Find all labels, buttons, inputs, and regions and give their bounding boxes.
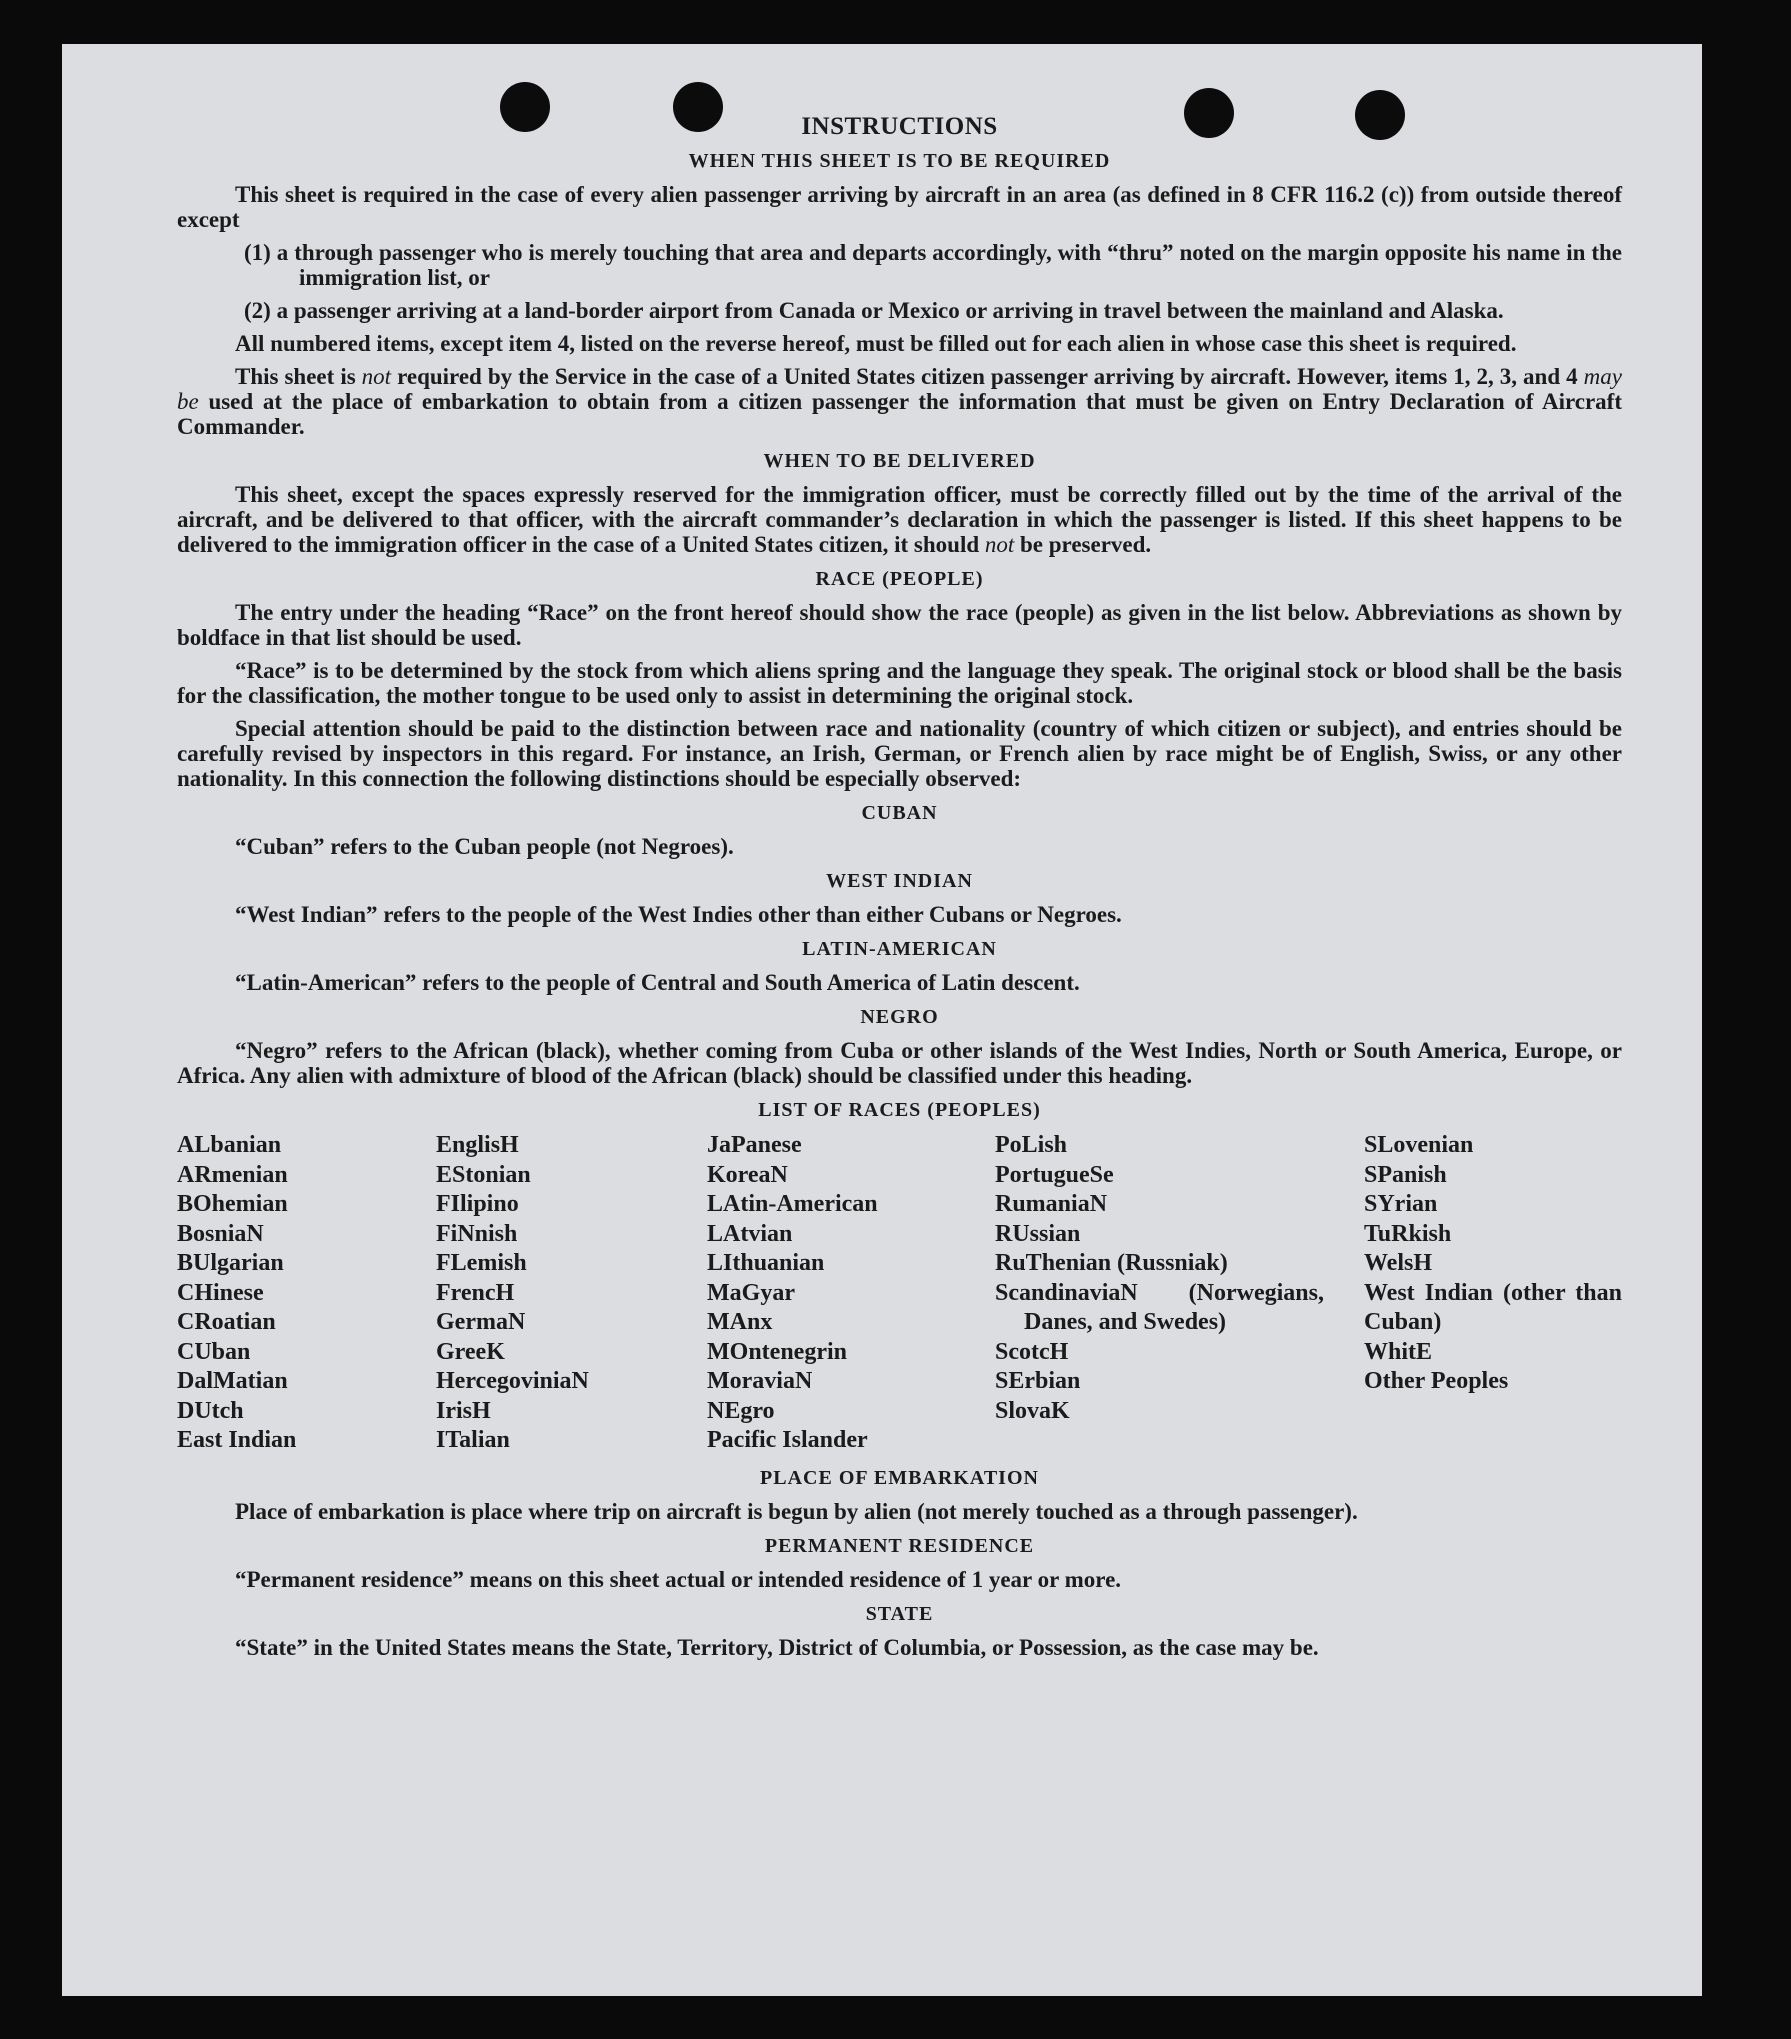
paragraph-state: “State” in the United States means the State, Territory, District of Columbia, or Possession, as the case may be. bbox=[235, 1634, 1319, 1660]
paragraph-all-items: All numbered items, except item 4, listed on the reverse hereof, must be filled out for each alien in whose case this sheet is required. bbox=[235, 331, 1517, 356]
races-column-2 bbox=[436, 1131, 707, 1456]
race-item: DalMatian bbox=[177, 1368, 288, 1394]
instructions-content bbox=[177, 114, 1622, 1668]
paragraph-embarkation: Place of embarkation is place where trip on aircraft is begun by alien (not merely touched as a through passenger). bbox=[235, 1498, 1358, 1524]
race-item: EStonian bbox=[436, 1161, 531, 1188]
race-item: GermaN bbox=[436, 1309, 526, 1335]
race-item: CUban bbox=[177, 1338, 251, 1365]
races-column-1 bbox=[177, 1131, 436, 1456]
race-item: MOntenegrin bbox=[707, 1338, 847, 1365]
race-item: FrencH bbox=[436, 1279, 515, 1306]
race-item: Other Peoples bbox=[1364, 1368, 1509, 1394]
race-item: WelsH bbox=[1364, 1250, 1433, 1276]
heading-latin-american: LATIN-AMERICAN bbox=[802, 938, 997, 960]
document-sheet bbox=[62, 44, 1702, 1996]
paragraph-required-intro: This sheet is required in the case of every alien passenger arriving by aircraft in an area (as defined in 8 CFR 116.2 (c)) from outside thereof except bbox=[177, 182, 1622, 232]
race-item: WhitE bbox=[1364, 1338, 1433, 1365]
race-item: MaGyar bbox=[707, 1279, 795, 1306]
race-item: ALbanian bbox=[177, 1132, 282, 1158]
heading-list-of-races: LIST OF RACES (PEOPLES) bbox=[758, 1099, 1041, 1121]
heading-permanent-residence: PERMANENT RESIDENCE bbox=[764, 1534, 1035, 1557]
race-item: RUssian bbox=[995, 1220, 1081, 1247]
race-item: FiNnish bbox=[436, 1220, 518, 1247]
race-item: SlovaK bbox=[995, 1397, 1070, 1424]
race-item: SLovenian bbox=[1364, 1132, 1474, 1158]
paragraph-citizen: This sheet is not required by the Service in the case of a United States citizen passenger arriving by aircraft. However, items 1, 2, 3, and 4 may be used at the place of embarkation to obtain from a citizen passenger the information that must be given on Entry Declaration of Aircraft Commander. bbox=[177, 364, 1622, 439]
heading-when-delivered: WHEN TO BE DELIVERED bbox=[763, 450, 1036, 472]
heading-when-required: WHEN THIS SHEET IS TO BE REQUIRED bbox=[688, 150, 1111, 172]
heading-west-indian: WEST INDIAN bbox=[826, 870, 973, 892]
paragraph-delivered: This sheet, except the spaces expressly reserved for the immigration officer, must be correctly filled out by the time of the arrival of the aircraft, and be delivered to that officer, with the aircraft commander’s declaration in which the passenger is listed. If this sheet happens to be delivered to the immigration officer in the case of a United States citizen, it should not be preserved. bbox=[177, 482, 1622, 557]
paragraph-permanent-residence: “Permanent residence” means on this sheet actual or intended residence of 1 year or more. bbox=[235, 1566, 1122, 1592]
heading-cuban: CUBAN bbox=[861, 802, 938, 824]
page-title: INSTRUCTIONS bbox=[801, 113, 998, 140]
race-item: DUtch bbox=[177, 1397, 244, 1424]
race-item: SPanish bbox=[1364, 1161, 1447, 1188]
race-item: FIlipino bbox=[436, 1191, 519, 1217]
heading-negro: NEGRO bbox=[860, 1006, 939, 1028]
race-item: LAtin-American bbox=[707, 1191, 878, 1217]
races-list bbox=[177, 1131, 1622, 1456]
race-item: ARmenian bbox=[177, 1161, 288, 1188]
paragraph-race-2: “Race” is to be determined by the stock from which aliens spring and the language they speak. The original stock or blood shall be the basis for the classification, the mother tongue to be used only to assist in determining the original stock. bbox=[177, 658, 1622, 708]
paragraph-race-1: The entry under the heading “Race” on the front hereof should show the race (people) as given in the list below. Abbreviations as shown by boldface in that list should be used. bbox=[177, 600, 1622, 650]
definition-negro: “Negro” refers to the African (black), whether coming from Cuba or other islands of the West Indies, North or South America, Europe, or Africa. Any alien with admixture of blood of the African (black) should be classified under this heading. bbox=[177, 1038, 1622, 1088]
race-item: NEgro bbox=[707, 1397, 775, 1424]
race-item: EnglisH bbox=[436, 1132, 519, 1158]
race-item: MoraviaN bbox=[707, 1368, 813, 1394]
race-item: BUlgarian bbox=[177, 1250, 284, 1276]
race-item: CRoatian bbox=[177, 1309, 276, 1335]
heading-state: STATE bbox=[865, 1602, 934, 1625]
definition-cuban: “Cuban” refers to the Cuban people (not Negroes). bbox=[235, 834, 734, 859]
paragraph-race-3: Special attention should be paid to the distinction between race and nationality (country of which citizen or subject), and entries should be carefully revised by inspectors in this regard. For instance, an Irish, German, or French alien by race might be of English, Swiss, or any other nationality. In this connection the following distinctions should be especially observed: bbox=[177, 716, 1622, 791]
race-item: TuRkish bbox=[1364, 1220, 1452, 1247]
race-item: RumaniaN bbox=[995, 1191, 1108, 1217]
race-item: BOhemian bbox=[177, 1191, 288, 1217]
race-item: ITalian bbox=[436, 1427, 510, 1453]
race-item: PoLish bbox=[995, 1132, 1068, 1158]
race-item: East Indian bbox=[177, 1427, 297, 1453]
race-item: IrisH bbox=[436, 1397, 491, 1424]
races-column-5 bbox=[1364, 1131, 1622, 1456]
races-column-4 bbox=[995, 1131, 1364, 1456]
race-item: GreeK bbox=[436, 1338, 505, 1365]
races-column-3 bbox=[707, 1131, 995, 1456]
race-item: PortugueSe bbox=[995, 1161, 1114, 1188]
race-item: CHinese bbox=[177, 1279, 264, 1306]
exception-item-1: (1) a through passenger who is merely touching that area and departs accordingly, with “thru” noted on the margin opposite his name in the immigration list, or bbox=[244, 240, 1622, 290]
race-item: RuThenian (Russniak) bbox=[995, 1250, 1228, 1276]
race-item: LIthuanian bbox=[707, 1250, 825, 1276]
definition-west-indian: “West Indian” refers to the people of the West Indies other than either Cubans or Negroes. bbox=[235, 902, 1122, 927]
race-item: SErbian bbox=[995, 1368, 1081, 1394]
race-item: JaPanese bbox=[707, 1132, 802, 1158]
heading-race: RACE (PEOPLE) bbox=[815, 568, 984, 590]
race-item: KoreaN bbox=[707, 1161, 788, 1188]
race-item: BosniaN bbox=[177, 1220, 264, 1247]
race-item: LAtvian bbox=[707, 1220, 793, 1247]
race-item: West Indian (other than Cuban) bbox=[1364, 1279, 1622, 1335]
race-item: MAnx bbox=[707, 1309, 773, 1335]
race-item: ScandinaviaN (Norwegians, Danes, and Swedes) bbox=[995, 1279, 1324, 1335]
heading-embarkation: PLACE OF EMBARKATION bbox=[760, 1466, 1039, 1489]
race-item: HercegoviniaN bbox=[436, 1368, 589, 1394]
definition-latin-american: “Latin-American” refers to the people of Central and South America of Latin descent. bbox=[235, 970, 1080, 995]
race-item: SYrian bbox=[1364, 1191, 1438, 1217]
exception-item-2: (2) a passenger arriving at a land-border airport from Canada or Mexico or arriving in travel between the mainland and Alaska. bbox=[244, 298, 1504, 323]
race-item: Pacific Islander bbox=[707, 1427, 868, 1453]
race-item: FLemish bbox=[436, 1250, 527, 1276]
race-item: ScotcH bbox=[995, 1338, 1069, 1365]
